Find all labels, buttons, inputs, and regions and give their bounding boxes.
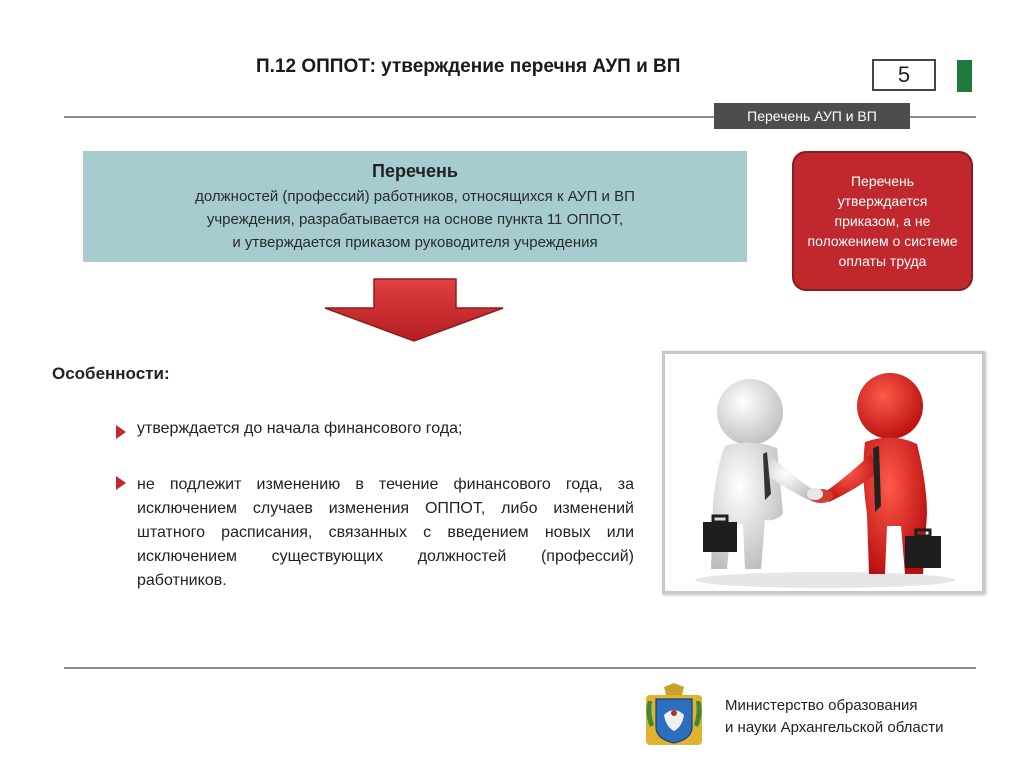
feature-item: утверждается до начала финансового года;: [137, 420, 463, 437]
section-tag: Перечень АУП и ВП: [714, 103, 910, 129]
ministry-line: и науки Архангельской области: [725, 719, 944, 736]
note-text: Перечень утверждается приказом, а не положением о системе оплаты труда: [807, 173, 958, 269]
page-title: П.12 ОППОТ: утверждение перечня АУП и ВП: [256, 56, 681, 77]
down-arrow-icon: [324, 278, 504, 342]
feature-item: не подлежит изменению в течение финансового года, за исключением случаев изменения ОППОТ, либо изменений штатного расписания, связанных с введением новых или исключением существующих должностей (профессий) работников.: [137, 476, 634, 589]
ministry-name: [725, 695, 944, 739]
bullet-icon: [116, 476, 126, 490]
bullet-icon: [116, 425, 126, 439]
accent-bar: [957, 60, 972, 92]
definition-line: должностей (профессий) работников, относящихся к АУП и ВП: [195, 188, 635, 205]
footer-divider: [64, 667, 976, 669]
coat-of-arms-icon: [642, 683, 706, 745]
definition-line: учреждения, разрабатывается на основе пункта 11 ОППОТ,: [206, 211, 624, 228]
definition-heading: Перечень: [372, 161, 458, 181]
features-title: Особенности:: [52, 364, 170, 383]
definition-line: и утверждается приказом руководителя учреждения: [232, 234, 598, 251]
definition-box: [83, 151, 747, 262]
handshake-illustration: [665, 354, 982, 591]
note-box: [792, 151, 973, 291]
page-number: 5: [872, 59, 936, 91]
handshake-image: [662, 351, 985, 594]
ministry-line: Министерство образования: [725, 697, 918, 714]
